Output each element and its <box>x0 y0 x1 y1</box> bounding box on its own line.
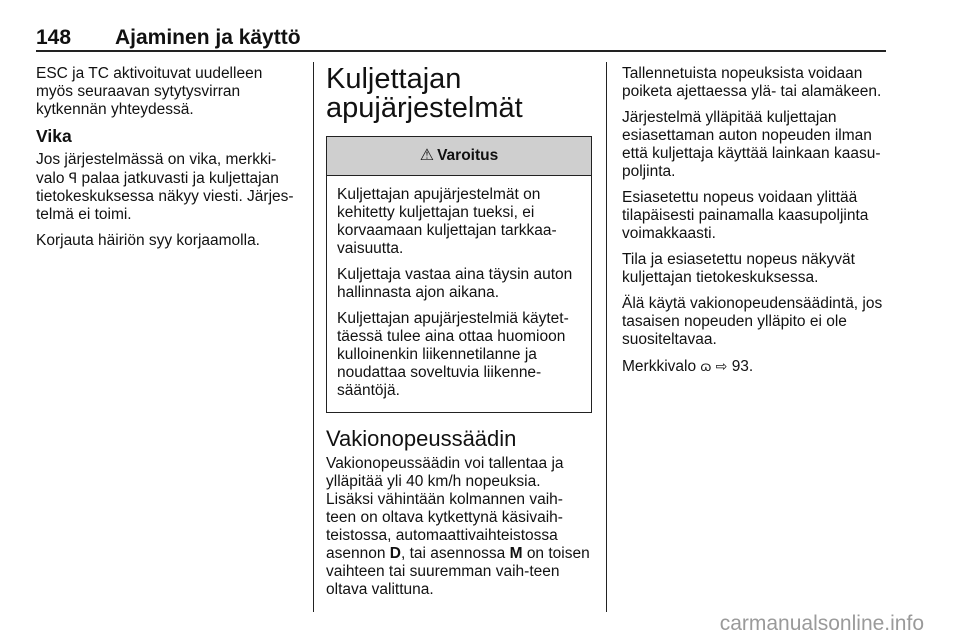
page-reference-arrow-icon: ⇨ <box>715 358 728 374</box>
col3-paragraph-4: Tila ja esiasetettu nopeus näkyvät kuljettajan tietokeskuksessa. <box>622 251 855 286</box>
col3-paragraph-1: Tallennetuista nopeuksista voidaan poiketa ajettaessa ylä- tai alamäkeen. <box>622 65 882 100</box>
col3-paragraph-3: Esiasetettu nopeus voidaan ylittää tilapäisesti painamalla kaasupoljinta voimakkaasti. <box>622 189 869 242</box>
col3-paragraph-5: Älä käytä vakionopeudensäädintä, jos tasaisen nopeuden ylläpito ei ole suositeltavaa. <box>622 295 883 348</box>
vika-heading: Vika <box>36 126 72 146</box>
gear-m-label: M <box>509 545 523 562</box>
column-divider-1 <box>313 62 314 612</box>
column-divider-2 <box>606 62 607 612</box>
col3-paragraph-6 <box>622 357 888 376</box>
page-number: 148 <box>36 26 72 49</box>
page-header <box>36 26 886 48</box>
page-reference: 93. <box>731 358 754 375</box>
cruise-control-heading: Vakionopeussäädin <box>326 426 517 451</box>
cruise-text-c: on toisen vaihteen tai suuremman vaih-teen oltava valittuna. <box>326 545 590 598</box>
warning-paragraph-1: Kuljettajan apujärjestelmät on kehitetty kuljettajan tueksi, ei korvaamaan kuljettajan tarkkaa-vaisuutta. <box>337 186 557 257</box>
column-3 <box>622 65 888 384</box>
fault-text-b: palaa jatkuvasti ja kuljettajan tietokeskuksessa näkyy viesti. Järjes-telmä ei toimi. <box>36 170 294 223</box>
fault-paragraph <box>36 151 298 224</box>
esc-warning-light-icon: ꟼ <box>68 170 78 186</box>
warning-triangle-icon: ⚠ <box>419 147 435 164</box>
section-title: Kuljettajan apujärjestelmät <box>326 63 523 124</box>
warning-box <box>326 136 592 413</box>
warning-title: Varoitus <box>437 147 499 164</box>
cruise-control-light-icon: ɷ <box>700 358 712 374</box>
warning-paragraph-3: Kuljettajan apujärjestelmiä käytet-täessä tulee aina ottaa huomioon kulloinenkin liikennetilanne ja noudattaa soveltuvia liikenne-sääntöjä. <box>337 310 569 399</box>
column-1 <box>36 65 298 258</box>
gear-d-label: D <box>389 545 401 562</box>
col3-paragraph-2: Järjestelmä ylläpitää kuljettajan esiasettaman auton nopeuden ilman että kuljettaja käyttää lainkaan kaasu-poljinta. <box>622 109 881 180</box>
warning-body <box>327 176 591 412</box>
warning-paragraph-2: Kuljettaja vastaa aina täysin auton hallinnasta ajon aikana. <box>337 266 573 301</box>
cruise-text-a: Vakionopeussäädin voi tallentaa ja ylläpitää yli 40 km/h nopeuksia. Lisäksi vähintään kolmannen vaih-teen on oltava kytkettynä käsivaih-teistossa, automaattivaihteistossa asennon <box>326 455 564 562</box>
running-title: Ajaminen ja käyttö <box>115 26 301 49</box>
indicator-text: Merkkivalo <box>622 358 697 375</box>
cruise-control-paragraph <box>326 455 592 599</box>
cruise-text-b: , tai asennossa <box>401 545 506 562</box>
warning-header <box>327 137 591 176</box>
esc-tc-paragraph: ESC ja TC aktivoituvat uudelleen myös seuraavan sytytysvirran kytkennän yhteydessä. <box>36 65 263 118</box>
repair-paragraph: Korjauta häiriön syy korjaamolla. <box>36 232 260 249</box>
fault-text-a: Jos järjestelmässä on vika, merkki-valo <box>36 151 277 187</box>
column-2 <box>326 65 592 607</box>
header-divider <box>36 50 886 52</box>
watermark: carmanualsonline.info <box>719 612 924 635</box>
